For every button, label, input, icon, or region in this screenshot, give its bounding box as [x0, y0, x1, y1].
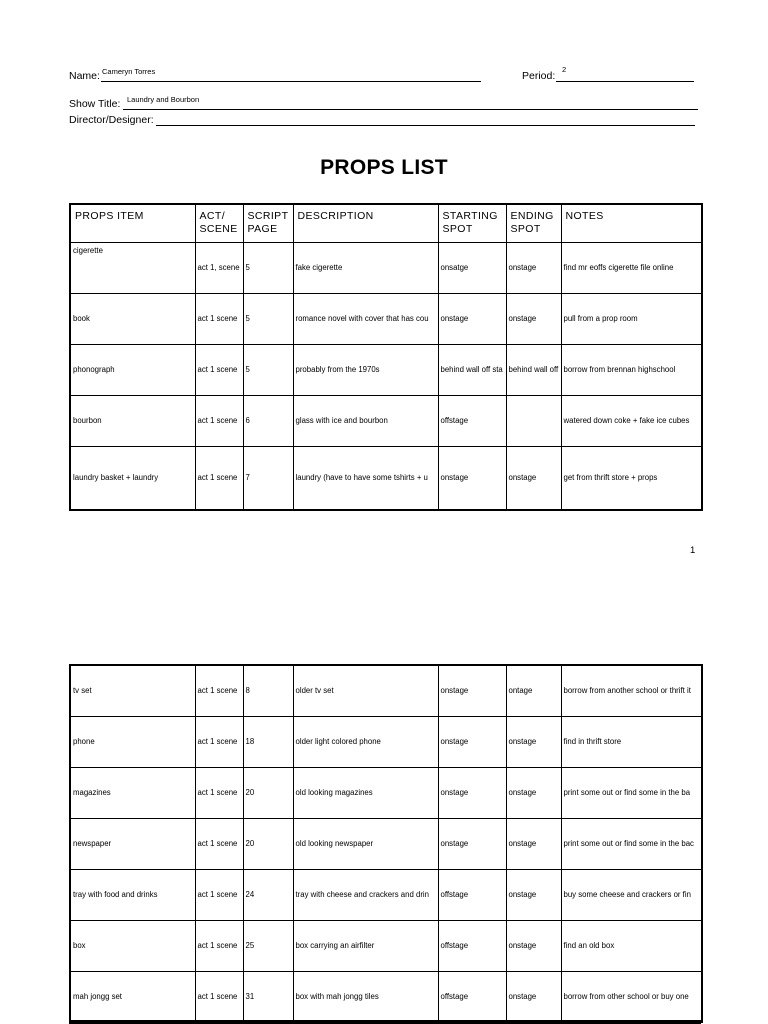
cell-desc: tray with cheese and crackers and drin: [293, 869, 438, 920]
cell-page: 20: [243, 818, 293, 869]
cell-item: newspaper: [70, 818, 195, 869]
cell-item: phone: [70, 716, 195, 767]
cell-desc: older tv set: [293, 665, 438, 716]
cell-end: onstage: [506, 971, 561, 1022]
cell-page: 25: [243, 920, 293, 971]
column-header-act-scene: ACT/ SCENE: [195, 204, 243, 242]
name-line: [101, 71, 481, 82]
cell-act: act 1 scene: [195, 446, 243, 510]
cell-notes: find in thrift store: [561, 716, 702, 767]
cell-end: onstage: [506, 869, 561, 920]
cell-desc: glass with ice and bourbon: [293, 395, 438, 446]
props-table-page2: [69, 664, 703, 1023]
cell-notes: watered down coke + fake ice cubes: [561, 395, 702, 446]
cell-item: cigerette: [70, 242, 195, 293]
cell-page: 6: [243, 395, 293, 446]
cell-page: 7: [243, 446, 293, 510]
table-row: [70, 971, 702, 1022]
column-header-notes: NOTES: [561, 204, 702, 242]
cell-act: act 1 scene: [195, 716, 243, 767]
cell-act: act 1 scene: [195, 395, 243, 446]
cell-act: act 1 scene: [195, 344, 243, 395]
cell-desc: old looking magazines: [293, 767, 438, 818]
column-header-props-item: PROPS ITEM: [70, 204, 195, 242]
cell-start: behind wall off sta: [438, 344, 506, 395]
table-row: [70, 920, 702, 971]
cell-start: onstage: [438, 665, 506, 716]
cell-end: onstage: [506, 716, 561, 767]
cell-start: offstage: [438, 971, 506, 1022]
cell-page: 20: [243, 767, 293, 818]
table-row: [70, 716, 702, 767]
cell-end: onstage: [506, 293, 561, 344]
cell-start: onstage: [438, 767, 506, 818]
cell-desc: box carrying an airfilter: [293, 920, 438, 971]
director-line: [156, 115, 695, 126]
cell-end: ontage: [506, 665, 561, 716]
cell-notes: print some out or find some in the bac: [561, 818, 702, 869]
cell-start: offstage: [438, 395, 506, 446]
cell-notes: get from thrift store + props: [561, 446, 702, 510]
cell-end: onstage: [506, 446, 561, 510]
cell-start: onstage: [438, 716, 506, 767]
period-line: [556, 71, 694, 82]
cell-page: 5: [243, 344, 293, 395]
cell-start: onstage: [438, 293, 506, 344]
cell-item: box: [70, 920, 195, 971]
cell-end: onstage: [506, 818, 561, 869]
cell-desc: old looking newspaper: [293, 818, 438, 869]
cell-item: phonograph: [70, 344, 195, 395]
cell-notes: find an old box: [561, 920, 702, 971]
cell-item: book: [70, 293, 195, 344]
table-row: [70, 818, 702, 869]
cell-end: onstage: [506, 767, 561, 818]
cell-notes: borrow from another school or thrift it: [561, 665, 702, 716]
cell-end: [506, 395, 561, 446]
cell-desc: fake cigerette: [293, 242, 438, 293]
cell-act: act 1, scene: [195, 242, 243, 293]
cell-page: 24: [243, 869, 293, 920]
cell-act: act 1 scene: [195, 293, 243, 344]
column-header-description: DESCRIPTION: [293, 204, 438, 242]
page-number: 1: [690, 545, 696, 556]
table-header-row: [70, 204, 702, 242]
column-header-starting-spot: STARTING SPOT: [438, 204, 506, 242]
show-title-value: Laundry and Bourbon: [127, 95, 200, 104]
table-row: [70, 767, 702, 818]
cell-item: mah jongg set: [70, 971, 195, 1022]
cell-notes: borrow from other school or buy one: [561, 971, 702, 1022]
cell-notes: print some out or find some in the ba: [561, 767, 702, 818]
cell-start: onstage: [438, 818, 506, 869]
column-header-script-page: SCRIPT PAGE: [243, 204, 293, 242]
cell-notes: pull from a prop room: [561, 293, 702, 344]
name-label: Name:: [69, 70, 100, 82]
cell-end: onstage: [506, 920, 561, 971]
table-row: [70, 293, 702, 344]
table-row: [70, 242, 702, 293]
cell-desc: older light colored phone: [293, 716, 438, 767]
director-label: Director/Designer:: [69, 114, 154, 126]
cell-desc: box with mah jongg tiles: [293, 971, 438, 1022]
cell-page: 5: [243, 242, 293, 293]
cell-act: act 1 scene: [195, 767, 243, 818]
cell-act: act 1 scene: [195, 971, 243, 1022]
period-value: 2: [562, 65, 567, 74]
cell-start: offstage: [438, 920, 506, 971]
props-table-page1: [69, 203, 703, 511]
cell-item: tray with food and drinks: [70, 869, 195, 920]
cell-notes: buy some cheese and crackers or fin: [561, 869, 702, 920]
table-row: [70, 395, 702, 446]
cell-act: act 1 scene: [195, 665, 243, 716]
table-row: [70, 665, 702, 716]
cell-end: onstage: [506, 242, 561, 293]
next-row-border: [69, 1020, 701, 1024]
cell-item: laundry basket + laundry: [70, 446, 195, 510]
cell-start: onstage: [438, 446, 506, 510]
cell-end: behind wall off: [506, 344, 561, 395]
cell-page: 5: [243, 293, 293, 344]
page-title: PROPS LIST: [320, 156, 448, 179]
cell-act: act 1 scene: [195, 920, 243, 971]
table-row: [70, 344, 702, 395]
table-row: [70, 446, 702, 510]
table-row: [70, 869, 702, 920]
period-label: Period:: [522, 70, 556, 82]
cell-page: 18: [243, 716, 293, 767]
name-value: Cameryn Torres: [102, 67, 156, 76]
cell-start: onsatge: [438, 242, 506, 293]
cell-notes: find mr eoffs cigerette file online: [561, 242, 702, 293]
column-header-ending-spot: ENDING SPOT: [506, 204, 561, 242]
cell-start: offstage: [438, 869, 506, 920]
cell-notes: borrow from brennan highschool: [561, 344, 702, 395]
cell-desc: romance novel with cover that has cou: [293, 293, 438, 344]
cell-page: 8: [243, 665, 293, 716]
cell-desc: laundry (have to have some tshirts + u: [293, 446, 438, 510]
cell-page: 31: [243, 971, 293, 1022]
cell-desc: probably from the 1970s: [293, 344, 438, 395]
cell-act: act 1 scene: [195, 818, 243, 869]
cell-item: bourbon: [70, 395, 195, 446]
show-title-label: Show Title:: [69, 98, 121, 110]
cell-item: magazines: [70, 767, 195, 818]
cell-act: act 1 scene: [195, 869, 243, 920]
cell-item: tv set: [70, 665, 195, 716]
show-title-line: [123, 99, 698, 110]
